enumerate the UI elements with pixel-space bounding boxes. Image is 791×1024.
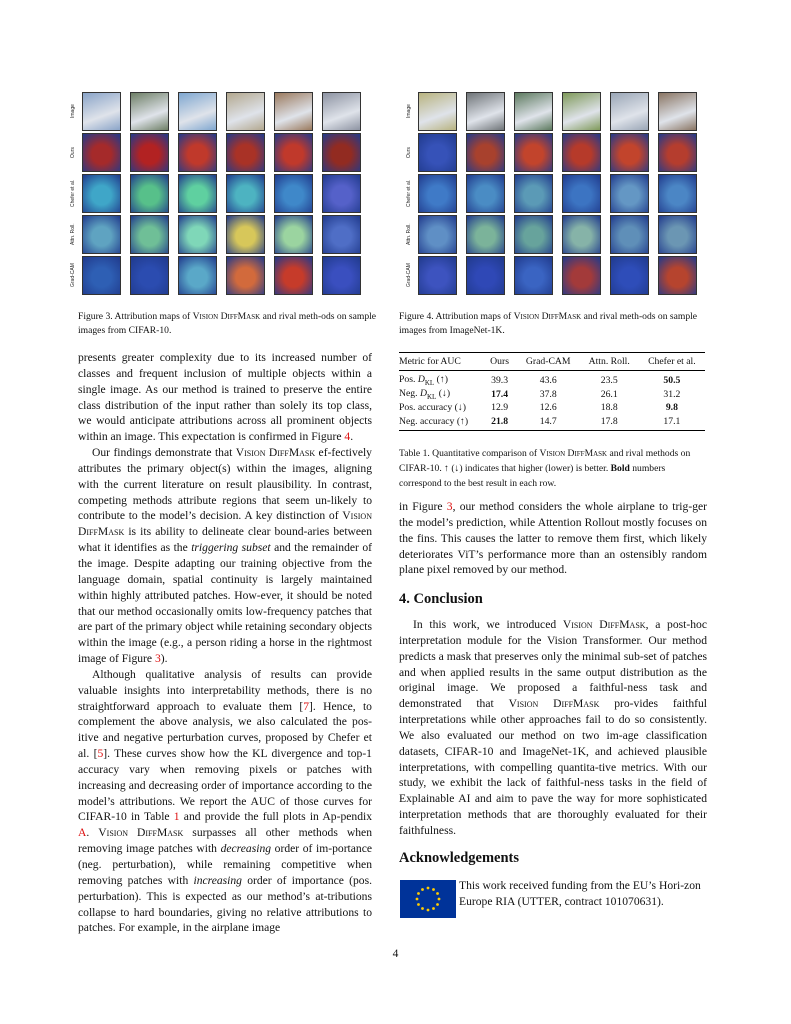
eu-stars-icon — [400, 880, 456, 918]
attribution-thumbnail — [514, 92, 553, 131]
paragraph: In this work, we introduced Vision DiffMask, a post-hoc interpretation module for the Vision Transformer. Our method predicts a mask that preserves only the minimal sub-set of patches and when applied results in the same output distribution as the original image. We proposed a faithful-ness task and demonstrated that Vision DiffMask pro-vides faithful interpretations while other approaches fail to do so consistently. We also evaluated our method on two im-age classification datasets, CIFAR-10 and ImageNet-1K, and achieved plausible interpretations, with compelling quantita-tive metrics. With our study, we exhibit the lack of faithful-ness tasks in the field of Explainable AI and aim to pave the way for more sophisticated interpretation methods that are thoroughly evaluated for their faithfulness. — [399, 618, 707, 837]
acknowledgements-text: This work received funding from the EU’s Hori-zon Europe RIA (UTTER, contract 101070631). — [459, 879, 701, 908]
attribution-thumbnail — [514, 215, 553, 254]
table-row — [399, 415, 705, 431]
value-cell: 26.1 — [600, 388, 618, 400]
attribution-thumbnail — [274, 256, 313, 295]
attribution-thumbnail — [562, 256, 601, 295]
attribution-thumbnail — [610, 256, 649, 295]
attribution-thumbnail — [226, 92, 265, 131]
attribution-thumbnail — [322, 256, 361, 295]
attribution-thumbnail — [178, 256, 217, 295]
attribution-row — [406, 174, 696, 213]
attribution-thumbnail — [130, 256, 169, 295]
value-cell: 23.5 — [600, 375, 618, 387]
value-cell: 17.8 — [600, 415, 618, 427]
attribution-thumbnail — [226, 256, 265, 295]
attribution-thumbnail — [658, 256, 697, 295]
attribution-thumbnail — [562, 92, 601, 131]
row-label: Image — [406, 104, 412, 119]
figure-ref[interactable]: 4 — [344, 430, 351, 444]
value-cell: 17.1 — [663, 415, 681, 427]
table-row — [399, 371, 705, 388]
eu-star — [427, 887, 430, 890]
attribution-thumbnail — [178, 215, 217, 254]
attribution-thumbnail — [610, 174, 649, 213]
attribution-thumbnail — [274, 92, 313, 131]
row-label: Image — [70, 104, 76, 119]
attribution-thumbnail — [514, 174, 553, 213]
table-row — [399, 401, 705, 415]
attribution-thumbnail — [322, 174, 361, 213]
citation-ref[interactable]: 7 — [303, 699, 310, 713]
eu-star — [421, 888, 424, 891]
value-cell: 12.9 — [491, 402, 509, 414]
eu-star — [438, 898, 441, 901]
figure-3-caption: Figure 3. Attribution maps of Vision DiffMask and rival meth-ods on sample images from CIFAR-10. — [78, 311, 377, 336]
figure-4-grid — [406, 92, 696, 292]
paragraph: Although qualitative analysis of results can provide valuable insights into interpretability methods, there is no straightforward approach to evaluate them [7]. Hence, to complement the above analysis, we also calculated the pos-itive and negative perturbation curves, proposed by Chefer et al. [5]. These curves show how the KL divergence and top-1 accuracy vary when removing pixels or patches with increasing and decreasing order of importance according to the model’s attributions. We report the AUC of those curves for CIFAR-10 in Table 1 and provide the full plots in Ap-pendix A. Vision DiffMask surpasses all other methods when removing image patches with decreasing order of im-portance (neg. perturbation), while remaining competitive when removing patches with increasing order of importance (pos. perturbation). This is expected as our method’s at-tributions collapse to hard boundaries, giving no relative attributions to patches. For example, in the airplane image — [78, 667, 373, 935]
attribution-thumbnail — [418, 215, 457, 254]
value-cell: 21.8 — [491, 415, 509, 427]
row-label: Ours — [406, 147, 412, 158]
value-cell: 18.8 — [600, 402, 618, 414]
attribution-row — [406, 133, 696, 172]
eu-star — [436, 903, 439, 906]
attribution-thumbnail — [466, 92, 505, 131]
eu-star — [417, 892, 420, 895]
figure-ref[interactable]: 3 — [154, 652, 161, 666]
table-header: Metric for AUC — [399, 353, 482, 371]
attribution-thumbnail — [466, 133, 505, 172]
attribution-thumbnail — [178, 174, 217, 213]
attribution-thumbnail — [322, 133, 361, 172]
eu-star — [432, 888, 435, 891]
attribution-thumbnail — [274, 133, 313, 172]
metric-cell: Pos. $D_{KL}$ (↑) — [399, 374, 448, 388]
eu-star — [417, 903, 420, 906]
attribution-row — [70, 256, 360, 295]
conclusion-body — [399, 617, 707, 839]
attribution-thumbnail — [82, 256, 121, 295]
row-label: Attn. Roll. — [406, 223, 412, 246]
attribution-thumbnail — [418, 92, 457, 131]
attribution-thumbnail — [322, 92, 361, 131]
attribution-thumbnail — [130, 133, 169, 172]
figure-4-caption: Figure 4. Attribution maps of Vision DiffMask and rival meth-ods on sample images from ImageNet-1K. — [399, 311, 698, 336]
row-label: Grad-CAM — [406, 263, 412, 288]
attribution-row — [70, 174, 360, 213]
value-cell: 37.8 — [539, 388, 557, 400]
table-header: Ours — [482, 353, 516, 371]
attribution-thumbnail — [274, 174, 313, 213]
value-cell: 17.4 — [491, 388, 509, 400]
attribution-thumbnail — [658, 174, 697, 213]
table-header: Attn. Roll. — [580, 353, 639, 371]
attribution-thumbnail — [658, 215, 697, 254]
attribution-thumbnail — [178, 92, 217, 131]
attribution-thumbnail — [562, 215, 601, 254]
attribution-thumbnail — [418, 256, 457, 295]
right-column-body — [399, 499, 707, 578]
value-cell: 12.6 — [539, 402, 557, 414]
metric-cell: Neg. $D_{KL}$ (↓) — [399, 387, 451, 401]
attribution-thumbnail — [610, 133, 649, 172]
attribution-thumbnail — [130, 215, 169, 254]
attribution-thumbnail — [610, 215, 649, 254]
citation-ref[interactable]: 5 — [97, 747, 104, 761]
eu-star — [436, 892, 439, 895]
attribution-thumbnail — [322, 215, 361, 254]
attribution-thumbnail — [226, 215, 265, 254]
attribution-thumbnail — [178, 133, 217, 172]
attribution-thumbnail — [466, 215, 505, 254]
value-cell: 9.8 — [665, 402, 678, 414]
value-cell: 50.5 — [663, 375, 681, 387]
attribution-thumbnail — [82, 133, 121, 172]
attribution-thumbnail — [466, 256, 505, 295]
attribution-thumbnail — [274, 215, 313, 254]
attribution-thumbnail — [658, 133, 697, 172]
attribution-thumbnail — [466, 174, 505, 213]
eu-star — [427, 909, 430, 912]
attribution-thumbnail — [82, 174, 121, 213]
attribution-thumbnail — [130, 92, 169, 131]
attribution-row — [406, 215, 696, 254]
attribution-row — [70, 133, 360, 172]
eu-star — [416, 898, 419, 901]
attribution-thumbnail — [226, 174, 265, 213]
attribution-row — [406, 256, 696, 295]
attribution-row — [70, 92, 360, 131]
attribution-thumbnail — [514, 256, 553, 295]
appendix-ref[interactable]: A — [78, 826, 87, 840]
attribution-thumbnail — [418, 174, 457, 213]
table-ref[interactable]: 1 — [173, 810, 180, 824]
attribution-thumbnail — [82, 215, 121, 254]
row-label: Chefer et al. — [70, 179, 76, 208]
value-cell: 14.7 — [539, 415, 557, 427]
value-cell: 39.3 — [491, 375, 509, 387]
section-heading-conclusion: 4. Conclusion — [399, 591, 483, 607]
attribution-thumbnail — [226, 133, 265, 172]
paragraph: in Figure 3, our method considers the whole airplane to trig-ger the model’s prediction, while Attention Rollout mostly focuses on the fins. This causes the latter to remove them first, which likely deteriorates ViT’s performance more than an ostensibly random plane pixel removed by our method. — [399, 500, 707, 577]
row-label: Chefer et al. — [406, 179, 412, 208]
row-label: Attn. Roll. — [70, 223, 76, 246]
attribution-thumbnail — [610, 92, 649, 131]
attribution-thumbnail — [562, 133, 601, 172]
row-label: Grad-CAM — [70, 263, 76, 288]
eu-flag-logo — [400, 880, 456, 918]
attribution-thumbnail — [658, 92, 697, 131]
attribution-thumbnail — [82, 92, 121, 131]
figure-ref[interactable]: 3 — [446, 500, 453, 513]
eu-star — [421, 907, 424, 910]
metric-cell: Neg. accuracy (↑) — [399, 415, 469, 427]
table-1-caption: Table 1. Quantitative comparison of Vision DiffMask and rival methods on CIFAR-10. ↑ (↓) indicates that higher (lower) is better. Bold numbers correspond to the best result in each row. — [399, 448, 691, 489]
attribution-thumbnail — [562, 174, 601, 213]
table-header: Grad-CAM — [517, 353, 580, 371]
row-label: Ours — [70, 147, 76, 158]
value-cell: 31.2 — [663, 388, 681, 400]
attribution-row — [70, 215, 360, 254]
table-header: Chefer et al. — [639, 353, 705, 371]
attribution-thumbnail — [418, 133, 457, 172]
attribution-row — [406, 92, 696, 131]
table-row — [399, 388, 705, 402]
attribution-thumbnail — [514, 133, 553, 172]
section-heading-acknowledgements: Acknowledgements — [399, 850, 520, 866]
page-number: 4 — [392, 948, 399, 960]
attribution-thumbnail — [130, 174, 169, 213]
figure-3-grid — [70, 92, 360, 292]
paragraph: presents greater complexity due to its increased number of classes and frequent inclusion of multiple objects within a single image. As our method is trained to preserve the entire class distribution of the input rather than solely its top class, we would anticipate attributions across all prominent objects within an image. This expectation is confirmed in Figure 4. — [78, 351, 372, 444]
paragraph: Our findings demonstrate that Vision DiffMask ef-fectively attributes the primary object(s) within the images, aligning with the current literature on result plausibility. In contrast, competing methods attribute regions that seem un-likely to contribute to the model’s decision. A key distinction of Vision DiffMask is its ability to delineate clear bound-aries between what it identifies as the triggering subset and the remainder of the image. Despite adapting our training objective from the language domain, spatial continuity is largely maintained within highly attributed patches. How-ever, it should be noted that our method occasionally omits low-frequency patches that are part of the primary object while retaining secondary objects within the image (e.g., a person riding a horse in the rightmost image of Figure 3). — [78, 446, 373, 666]
left-column-body — [78, 350, 372, 936]
eu-star — [432, 907, 435, 910]
metric-cell: Pos. accuracy (↓) — [399, 402, 466, 414]
results-table — [399, 352, 705, 431]
value-cell: 43.6 — [539, 375, 557, 387]
